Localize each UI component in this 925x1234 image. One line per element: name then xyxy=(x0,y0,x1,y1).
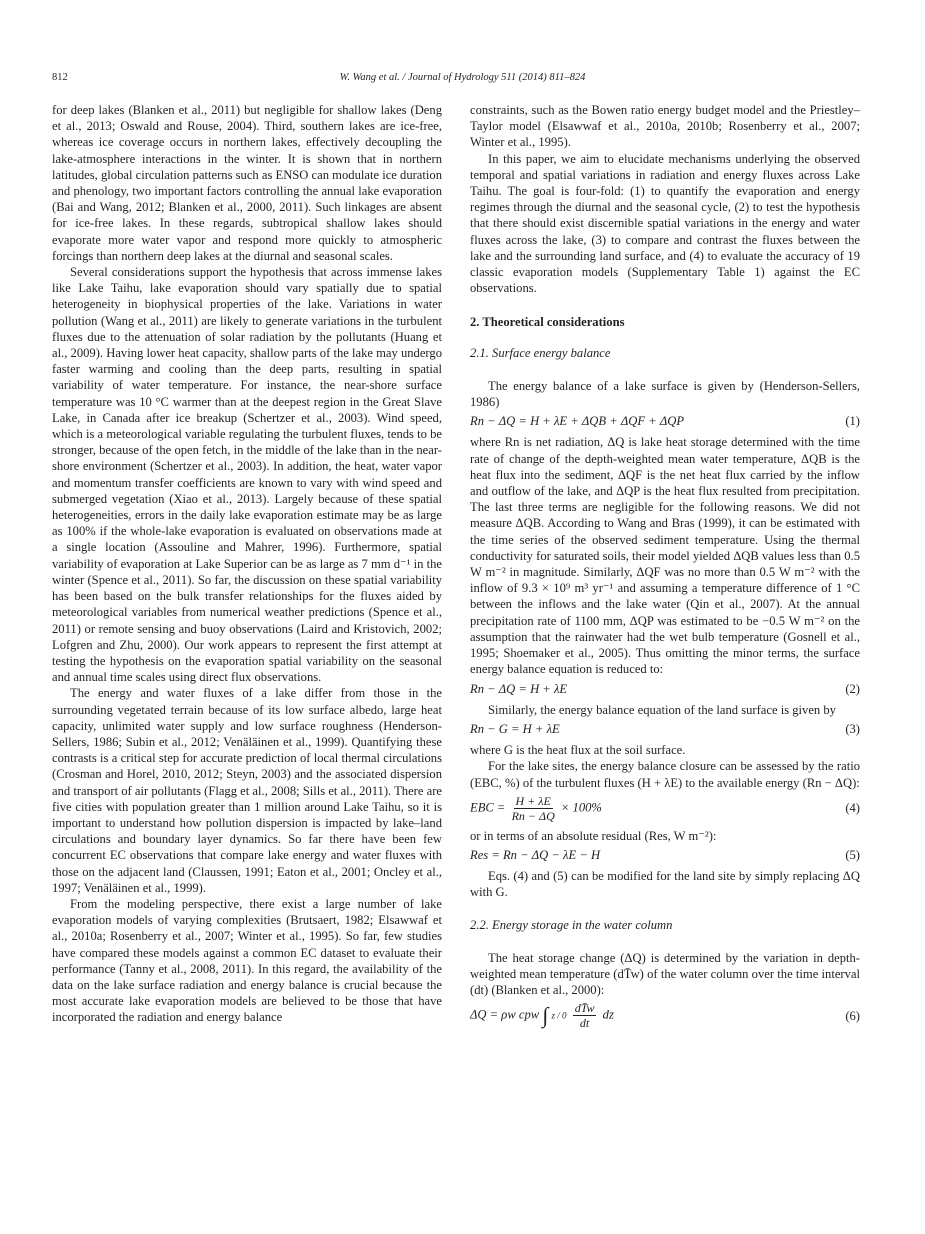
fraction xyxy=(573,1001,597,1030)
equation-tail: dz xyxy=(602,1007,614,1022)
equation-number: (1) xyxy=(845,414,860,429)
equation-body: Rn − G = H + λE xyxy=(470,721,560,736)
running-header: W. Wang et al. / Journal of Hydrology 511 (2014) 811–824 xyxy=(339,72,586,83)
equation-number: (4) xyxy=(845,801,860,816)
equation-body xyxy=(470,794,602,823)
equation-body xyxy=(470,1001,614,1030)
fraction-denominator: Rn − ΔQ xyxy=(511,808,555,823)
equation-5 xyxy=(470,847,860,863)
paragraph: Several considerations support the hypothesis that across immense lakes like Lake Taihu, lake evaporation should vary spatially due to spatial heterogeneity in biophysical properties of the lake. Variations in water pollution (Wang et al., 2011) are likely to generate variations in the turbulent fluxes due to the attenuation of solar radiation by the pollutants (Huang et al., 2009). Having lower heat capacity, shallow parts of the lake may undergo faster warming and cooling than the deep parts, resulting in spatial variability of water temperature. For instance, the near-shore surface temperature was 10 °C warmer than at the deepest region in the Great Slave Lake, in Canada after ice breakup (Schertzer et al., 2003). Wind speed, which is a meteorological variable regulating the turbulent fluxes, tends to be stronger, because of the open fetch, in the middle of the lake than in the near-shore environment (Schertzer et al., 2003). In addition, the heat, water vapor and momentum transfer coefficients are known to vary with wind speed and submerged vegetation (Xiao et al., 2013). Largely because of these spatial heterogeneities, errors in the daily lake evaporation estimate may be as large as 100% if the whole-lake evaporation is evaluated on observations made at a single location (Assouline and Mahrer, 1996). Furthermore, spatial variability of evaporation at Lake Superior can be as large as 7 mm d⁻¹ in the winter (Spence et al., 2011). So far, the discussion on these spatial variability has been based on the bulk transfer relationships for the fluxes aided by meteorological variables from numerical weather predictions (Spence et al., 2011) or remote sensing and buoy observations (Laird and Kristovich, 2002; Lofgren and Zhu, 2000). Our work appears to represent the first attempt at testing the hypothesis on the evaporation spatial variability on the seasonal and annual time scales using direct flux observations. xyxy=(52,265,442,685)
equation-number: (3) xyxy=(845,721,860,736)
equation-number: (5) xyxy=(845,847,860,862)
equation-rhs: × 100% xyxy=(560,800,602,815)
paragraph: where Rn is net radiation, ΔQ is lake heat storage determined with the time rate of change of the depth-weighted mean water temperature, ΔQB is the heat flux into the sediment, ΔQF is the net heat flux carried by the inflow and outflow of the lake, and ΔQP is the heat flux resulted from precipitation. The last three terms are negligible for the following reasons. We did not measure ΔQB. According to Wang and Bras (1999), it can be estimated with the time series of the observed sediment temperature. Using the thermal conductivity for saturated soils, their model yielded ΔQB values less than 0.5 W m⁻² in magnitude. Similarly, ΔQF was no more than 0.5 W m⁻² with the inflow of 9.3 × 10⁹ m³ yr⁻¹ and assuming a temperature difference of 1 °C between the inflows and the lake water (Qin et al., 2007). At the annual precipitation rate of 1100 mm, ΔQP was estimated to be −0.5 W m⁻² on the assumption that the rainwater had the wet bulb temperature (Gosnell et al., 1995; Shoemaker et al., 2005). Thus omitting the minor terms, the surface energy balance equation is reduced to: xyxy=(470,435,860,677)
equation-number: (6) xyxy=(845,1008,860,1023)
paragraph: for deep lakes (Blanken et al., 2011) but negligible for shallow lakes (Deng et al., 2013; Oswald and Rouse, 2004). Third, southern lakes are ice-free, whereas ice coverage occurs in northern lakes, effectively decoupling the lake-atmosphere interactions in the winter. It is shown that in northern latitudes, global circulation patterns such as ENSO can modulate ice duration and phenology, two important factors controlling the annual lake evaporation (Bai and Wang, 2012; Blanken et al., 2000, 2011). Such linkages are absent for ice-free lakes. In these regards, subtropical shallow lakes should evaporate more water vapor and respond more quickly to atmospheric forcings than northern deep lakes at the diurnal and seasonal scales. xyxy=(52,103,442,263)
fraction-numerator: H + λE xyxy=(515,793,551,808)
equation-lhs: EBC = xyxy=(470,800,506,815)
right-column xyxy=(470,102,860,1035)
subsection-heading: 2.1. Surface energy balance xyxy=(470,345,611,360)
paragraph: From the modeling perspective, there exist a large number of lake evaporation models of varying complexities (Brutsaert, 1982; Elsawwaf et al., 2010a; Rosenberry et al., 2007; Winter et al., 1995). So far, few studies have compared these models against a common EC dataset to evaluate their performance (Tanny et al., 2008, 2011). In this regard, the availability of the data on the lake surface radiation and energy balance is crucial because the most accurate lake evaporation models are believed to be those that have incorporated the radiation and energy balance xyxy=(52,896,442,1025)
paragraph: or in terms of an absolute residual (Res, W m⁻²): xyxy=(470,828,717,843)
fraction-denominator: dt xyxy=(579,1016,590,1031)
equation-lhs: ΔQ = ρw cpw xyxy=(470,1007,540,1022)
fraction-numerator: dT̄w xyxy=(574,1001,595,1016)
equation-6 xyxy=(470,1001,860,1030)
paragraph: The heat storage change (ΔQ) is determined by the variation in depth-weighted mean temperature (dT̄w) of the water column over the time interval (dt) (Blanken et al., 2000): xyxy=(470,950,860,998)
paragraph: In this paper, we aim to elucidate mechanisms underlying the observed temporal and spatial variations in radiation and energy fluxes across Lake Taihu. The goal is four-fold: (1) to quantify the evaporation and energy regimes through the diurnal and the seasonal cycle, (2) to test the hypothesis that there should exist discernible spatial variations in the energy and water fluxes across the lake, (3) to compare and contrast the fluxes between the lake and the surrounding land surface, and (4) to evaluate the accuracy of 19 classic evaporation models (Supplementary Table 1) against the EC observations. xyxy=(470,151,860,296)
paragraph: The energy and water fluxes of a lake differ from those in the surrounding vegetated terrain because of its low surface albedo, large heat capacity, unlimited water supply and low surface roughness (Henderson-Sellers, 1986; Subin et al., 2012; Venäläinen et al., 1999). Quantifying these contrasts is a critical step for accurate prediction of local thermal circulations (Crosman and Horel, 2010, 2012; Steyn, 2003) and the associated dispersion and transport of air pollutants (Flagg et al., 2008; Sills et al., 2011). There are five cities with population greater than 1 million around Lake Taihu, so it is important to understand how pollution dispersion is impacted by lake–land circulations and boundary layer dynamics. So far there have been few concurrent EC observations that compare lake energy and water fluxes with those on the adjacent land (Claussen, 1991; Eaton et al., 2001; Oncley et al., 1997; Venäläinen et al., 1999). xyxy=(52,686,442,895)
fraction xyxy=(512,794,555,823)
equation-body: Rn − ΔQ = H + λE xyxy=(470,681,568,696)
paragraph: The energy balance of a lake surface is given by (Henderson-Sellers, 1986) xyxy=(470,378,860,410)
paragraph: constraints, such as the Bowen ratio energy budget model and the Priestley–Taylor model (Elsawwaf et al., 2010a, 2010b; Rosenberry et al., 2007; Winter et al., 1995). xyxy=(470,103,860,150)
equation-body: Rn − ΔQ = H + λE + ΔQB + ΔQF + ΔQP xyxy=(470,414,685,429)
equation-number: (2) xyxy=(845,681,860,696)
equation-1 xyxy=(470,413,860,429)
equation-body: Res = Rn − ΔQ − λE − H xyxy=(470,847,601,862)
equation-2 xyxy=(470,681,860,697)
paragraph: where G is the heat flux at the soil surface. xyxy=(470,743,686,758)
paragraph: For the lake sites, the energy balance closure can be assessed by the ratio (EBC, %) of the turbulent fluxes (H + λE) to the available energy (Rn − ΔQ): xyxy=(470,759,860,790)
integral-sign: ∫ xyxy=(542,1002,549,1028)
equation-3 xyxy=(470,721,860,737)
subsection-heading: 2.2. Energy storage in the water column xyxy=(470,917,673,932)
page-number: 812 xyxy=(52,72,68,83)
equation-4 xyxy=(470,794,860,823)
section-heading: 2. Theoretical considerations xyxy=(470,315,625,330)
integral-limits: z / 0 xyxy=(551,1010,567,1021)
paragraph: Eqs. (4) and (5) can be modified for the land site by simply replacing ΔQ with G. xyxy=(470,869,860,900)
paragraph: Similarly, the energy balance equation of the land surface is given by xyxy=(488,702,836,717)
left-column xyxy=(52,102,442,1026)
